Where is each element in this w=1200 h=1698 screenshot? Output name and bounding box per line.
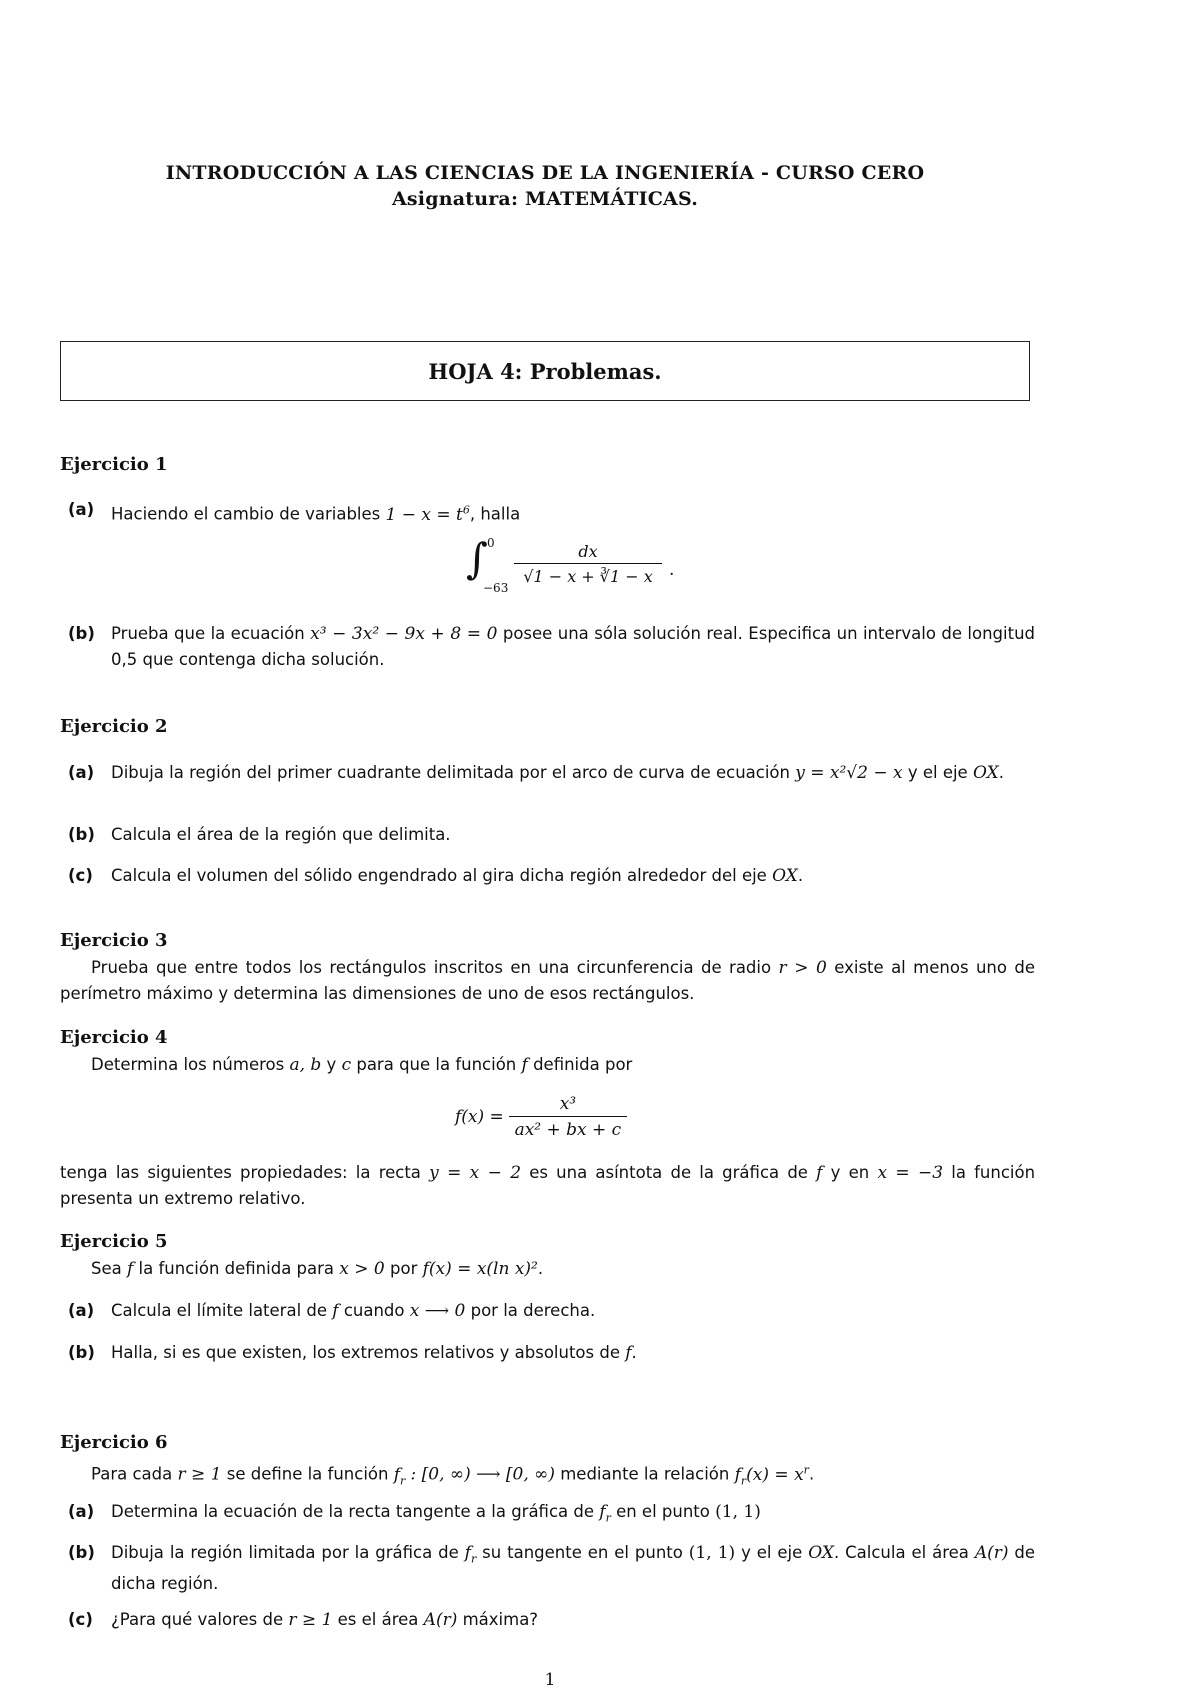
item-label: (a) <box>68 500 95 519</box>
integral-formula <box>466 534 696 598</box>
item-label: (a) <box>68 763 95 782</box>
item-label: (c) <box>68 1610 93 1629</box>
item-label: (c) <box>68 866 93 885</box>
math-expression: OX <box>972 763 999 783</box>
integral-upper-limit: 0 <box>487 536 495 550</box>
formula-denominator: ax² + bx + c <box>514 1120 622 1140</box>
integral-period: . <box>669 560 675 580</box>
integrand-denominator: √1 − x + ∛1 − x <box>523 567 653 586</box>
item-label: (b) <box>68 1343 95 1362</box>
integral-lower-limit: −63 <box>483 581 509 595</box>
integrand-numerator: dx <box>514 542 662 564</box>
item-label: (a) <box>68 1301 95 1320</box>
math-expression: x³ − 3x² − 9x + 8 = 0 <box>310 624 498 644</box>
exercise-6-title: Ejercicio 6 <box>60 1432 168 1453</box>
exercise-1-item-b: (b) Prueba que la ecuación x³ − 3x² − 9x + 8 = 0 posee una sóla solución real. Especifica un intervalo de longitud 0,5 que contenga dicha solución. <box>60 621 1035 673</box>
integrand-fraction <box>514 542 662 586</box>
sheet-title: HOJA 4: Problemas. <box>428 358 662 384</box>
exercise-5-intro: Sea f la función definida para x > 0 por f(x) = x(ln x)². <box>91 1259 544 1279</box>
item-label: (a) <box>68 1502 95 1521</box>
exercise-4-conditions: tenga las siguientes propiedades: la recta y = x − 2 es una asíntota de la gráfica de f y en x = −3 la función presenta un extremo relativo. <box>60 1163 1036 1208</box>
exercise-2-title: Ejercicio 2 <box>60 716 168 737</box>
exercise-3-statement: Prueba que entre todos los rectángulos inscritos en una circunferencia de radio r > 0 existe al menos uno de perímetro máximo y determina las dimensiones de uno de esos rectángulos. <box>60 958 1035 1003</box>
course-title: INTRODUCCIÓN A LAS CIENCIAS DE LA INGENIERÍA - CURSO CERO <box>165 162 925 184</box>
exercise-6-intro: Para cada r ≥ 1 se define la función $f_r$ : [0, ∞) ⟶ [0, ∞) mediante la relación $f_r(x) = x^r$. <box>91 1463 815 1488</box>
formula-lhs: f(x) = <box>455 1107 504 1127</box>
formula-numerator: x³ <box>509 1094 627 1117</box>
integral-sign: ∫ <box>466 534 488 583</box>
function-formula <box>455 1094 627 1140</box>
item-label: (b) <box>68 624 95 643</box>
exercise-4-title: Ejercicio 4 <box>60 1027 168 1048</box>
math-expression: OX <box>772 866 798 886</box>
subject-title: Asignatura: MATEMÁTICAS. <box>391 188 699 210</box>
page-number: 1 <box>544 1670 556 1690</box>
item-label: (b) <box>68 825 95 844</box>
exercise-3-title: Ejercicio 3 <box>60 930 168 951</box>
exercise-4-statement: Determina los números a, b y c para que la función f definida por <box>91 1055 633 1075</box>
exercise-1-title: Ejercicio 1 <box>60 454 168 475</box>
math-expression: $1 - x = t^6$ <box>385 503 470 525</box>
exercise-5-title: Ejercicio 5 <box>60 1231 168 1252</box>
exercise-6-item-b: (b) Dibuja la región limitada por la gráfica de $f_r$ su tangente en el punto (1, 1) y el eje OX. Calcula el área A(r) de dicha región. <box>60 1540 1035 1592</box>
item-label: (b) <box>68 1543 95 1562</box>
formula-fraction <box>509 1094 627 1140</box>
document-page: INTRODUCCIÓN A LAS CIENCIAS DE LA INGENIERÍA - CURSO CERO Asignatura: MATEMÁTICAS. HOJA 4: Problemas. Ejercicio 1 (a) Haciendo el cambio de variables $1 - x = t^6$, halla ∫ 0 −63 $\frac{dx}{√1 - x + ∛1 - x}$ . (b) Prueba que la ecuación x³ − 3x² − 9x + 8 = 0 posee una sóla solución real. Especifica un intervalo de longitud 0,5 que contenga dicha solución. Ejercicio 2 (a) Dibuja la región del primer cuadrante delimitada por el arco de curva de ecuación y = x²√2 − x y el eje OX. (b) Calcula el área de la región que delimita. (c) Calcula el volumen del sólido engendrado al gira dicha región alrededor del eje OX. Ejercicio 3 Prueba que entre todos los rectángulos inscritos en una circunferencia de radio r > 0 existe al menos uno de perímetro máximo y determina las dimensiones de uno de esos rectángulos. Ejercicio 4 Determina los números a, b y c para que la función f definida por f(x) = $\frac{\text{x³}}{\text{ax² + bx + c}}$ tenga las siguientes propiedades: la recta y = x − 2 es una asíntota de la gráfica de f y en x = −3 la función presenta un extremo relativo. Ejercicio 5 Sea f la función definida para x > 0 por f(x) = x(ln x)². (a) Calcula el límite lateral de f cuando x ⟶ 0 por la derecha. (b) Halla, si es que existen, los extremos relativos y absolutos de f. Ejercicio 6 Para cada r ≥ 1 se define la función $f_r$ : [0, ∞) ⟶ [0, ∞) mediante la relación $f_r(x) = x^r$. (a) Determina la ecuación de la recta tangente a la gráfica de $f_r$ en el punto (1, 1) (b) Dibuja la región limitada por la gráfica de $f_r$ su tangente en el punto (1, 1) y el eje OX. Calcula el área A(r) de dicha región. (c) ¿Para qué valores de r ≥ 1 es el área A(r) máxima? 1 <box>0 0 1200 1698</box>
sheet-title-box <box>60 341 1030 401</box>
math-expression: y = x²√2 − x <box>795 763 903 783</box>
math-expression: r > 0 <box>778 958 827 978</box>
